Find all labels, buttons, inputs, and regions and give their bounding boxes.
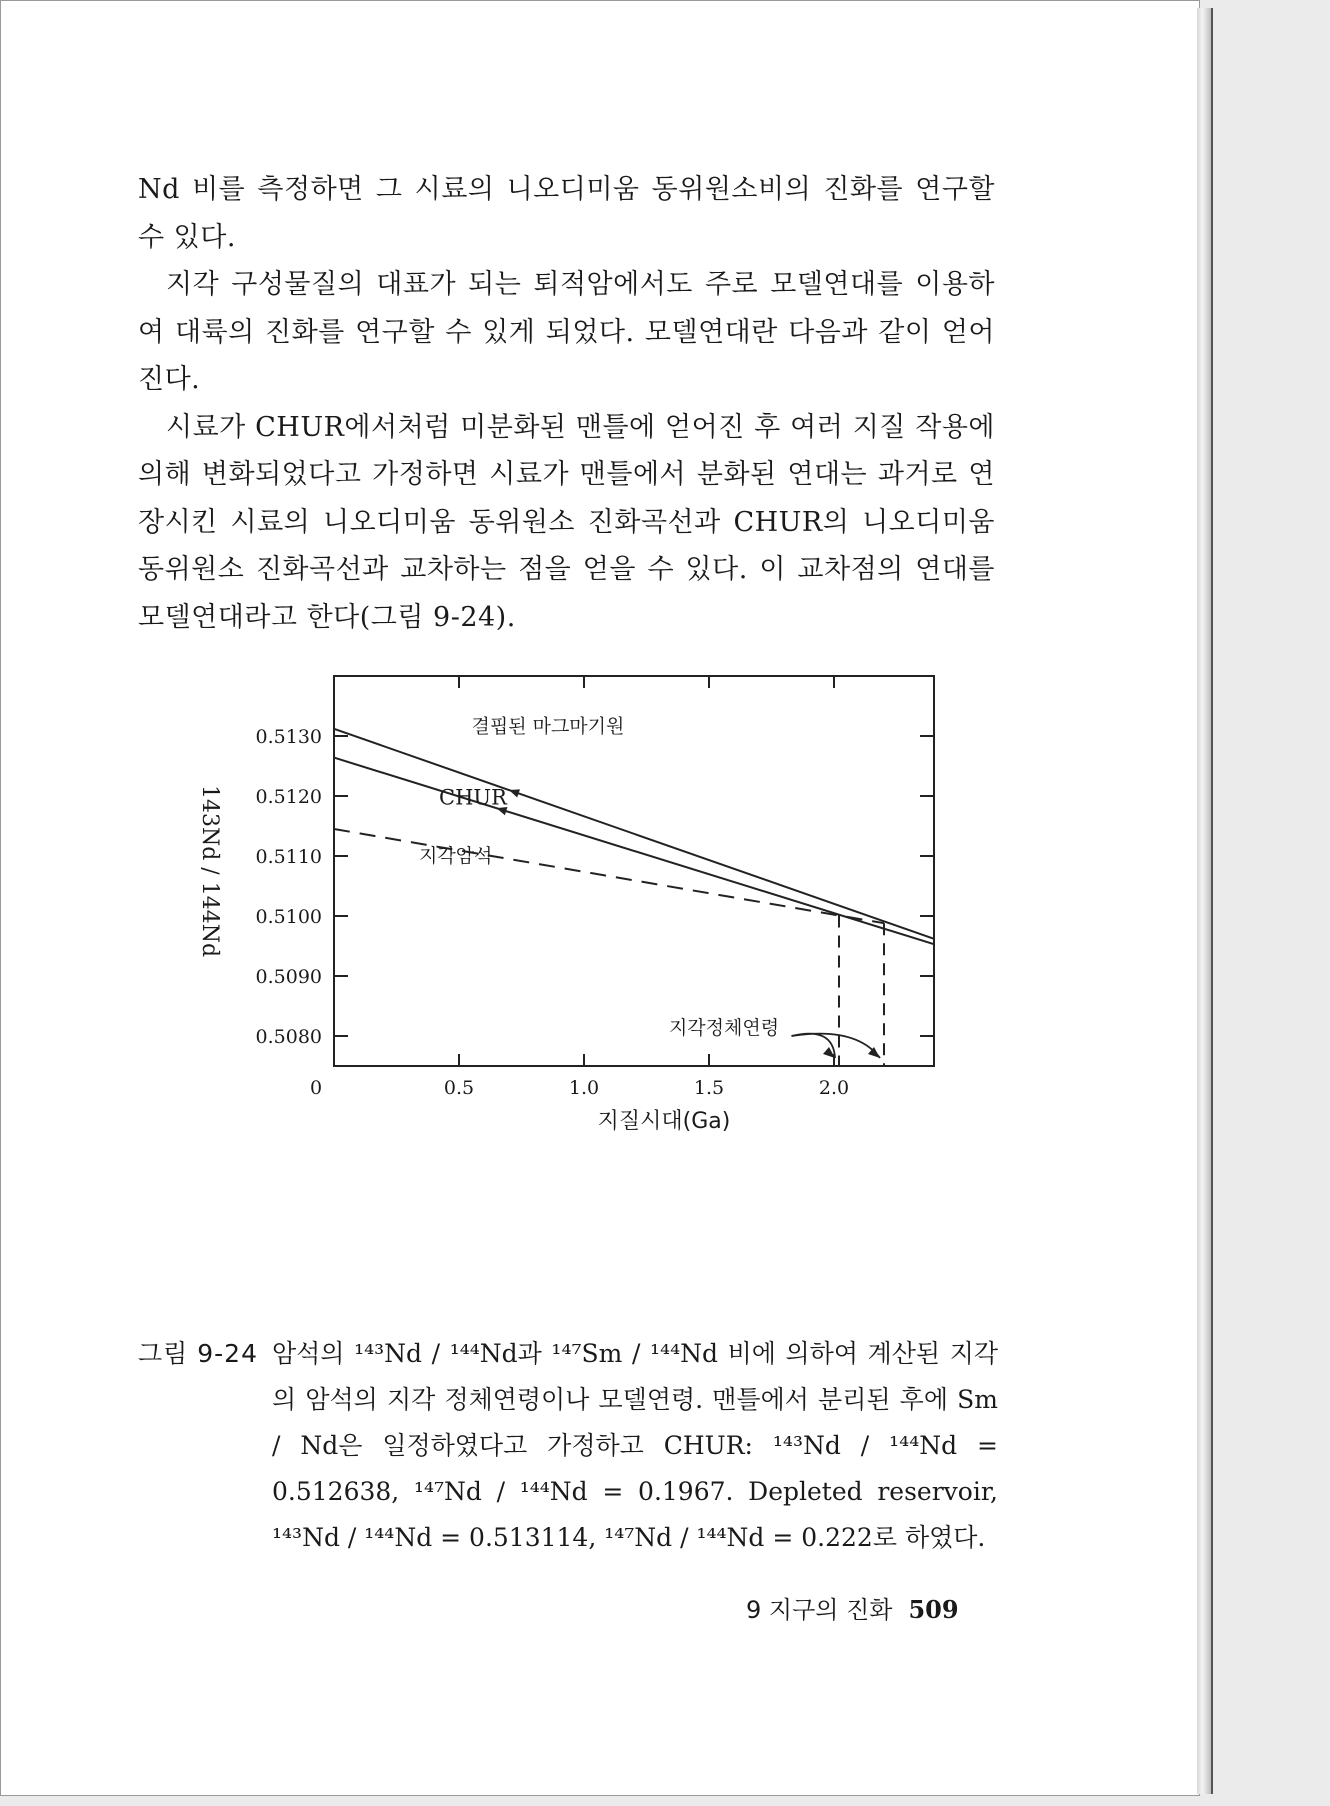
y-tick-label: 0.5110 [255, 846, 322, 868]
chapter-title: 9 지구의 진화 [746, 1596, 893, 1624]
x-tick-label: 1.0 [568, 1077, 600, 1099]
annotation-pointer-2 [792, 1034, 881, 1058]
body-text [138, 166, 995, 641]
y-tick-label: 0.5080 [255, 1026, 322, 1048]
series-arrow-1 [509, 789, 520, 797]
paragraph-3: 시료가 CHUR에서처럼 미분화된 맨틀에 얻어진 후 여러 지질 작용에 의해 변화되었다고 가정하면 시료가 맨틀에서 분화된 연대는 과거로 연장시킨 시료의 니오디미움 동위원소 진화곡선과 CHUR의 니오디미움 동위원소 진화곡선과 교차하는 점을 얻을 수 있다. 이 교차점의 연대를 모델연대라고 한다(그림 9-24). [138, 411, 995, 633]
x-axis-label: 지질시대(Ga) [597, 1109, 731, 1134]
series-label-2: CHUR [439, 785, 507, 810]
figure-9-24 [181, 666, 981, 1316]
x-tick-label: 1.5 [693, 1077, 725, 1099]
series-label-1: 결핍된 마그마기원 [471, 715, 625, 738]
y-tick-label: 0.5090 [255, 966, 322, 988]
figure-caption [138, 1331, 998, 1561]
caption-label: 그림 9-24 [138, 1339, 258, 1368]
y-tick-label: 0.5130 [255, 726, 322, 748]
y-tick-label: 0.5120 [255, 786, 322, 808]
paragraph-1: Nd 비를 측정하면 그 시료의 니오디미움 동위원소비의 진화를 연구할 수 있다. [138, 174, 995, 253]
page-number: 509 [908, 1595, 959, 1624]
x-tick-label: 2.0 [818, 1077, 850, 1099]
y-axis-label: 143Nd / 144Nd [197, 784, 222, 958]
x-tick-label: 0 [309, 1077, 323, 1099]
model-age-annotation: 지각정체연령 [668, 1017, 780, 1040]
y-tick-label: 0.5100 [255, 906, 322, 928]
page-edge-shadow [1197, 8, 1213, 1794]
series-line-1 [334, 729, 934, 939]
caption-text: 암석의 ¹⁴³Nd / ¹⁴⁴Nd과 ¹⁴⁷Sm / ¹⁴⁴Nd 비에 의하여 계산된 지각의 암석의 지각 정체연령이나 모델연령. 맨틀에서 분리된 후에 Sm / Nd은 일정하였다고 가정하고 CHUR: ¹⁴³Nd / ¹⁴⁴Nd = 0.512638, ¹⁴⁷Nd / ¹⁴⁴Nd = 0.1967. Depleted reservoir, ¹⁴³Nd / ¹⁴⁴Nd = 0.513114, ¹⁴⁷Nd / ¹⁴⁴Nd = 0.222로 하였다. [272, 1339, 998, 1552]
paragraph-2: 지각 구성물질의 대표가 되는 퇴적암에서도 주로 모델연대를 이용하여 대륙의 진화를 연구할 수 있게 되었다. 모델연대란 다음과 같이 얻어진다. [138, 269, 995, 395]
nd-evolution-chart [181, 666, 981, 1316]
plot-frame [334, 676, 934, 1066]
x-tick-label: 0.5 [443, 1077, 475, 1099]
series-label-3: 지각암석 [419, 845, 493, 867]
running-footer [746, 1590, 959, 1625]
